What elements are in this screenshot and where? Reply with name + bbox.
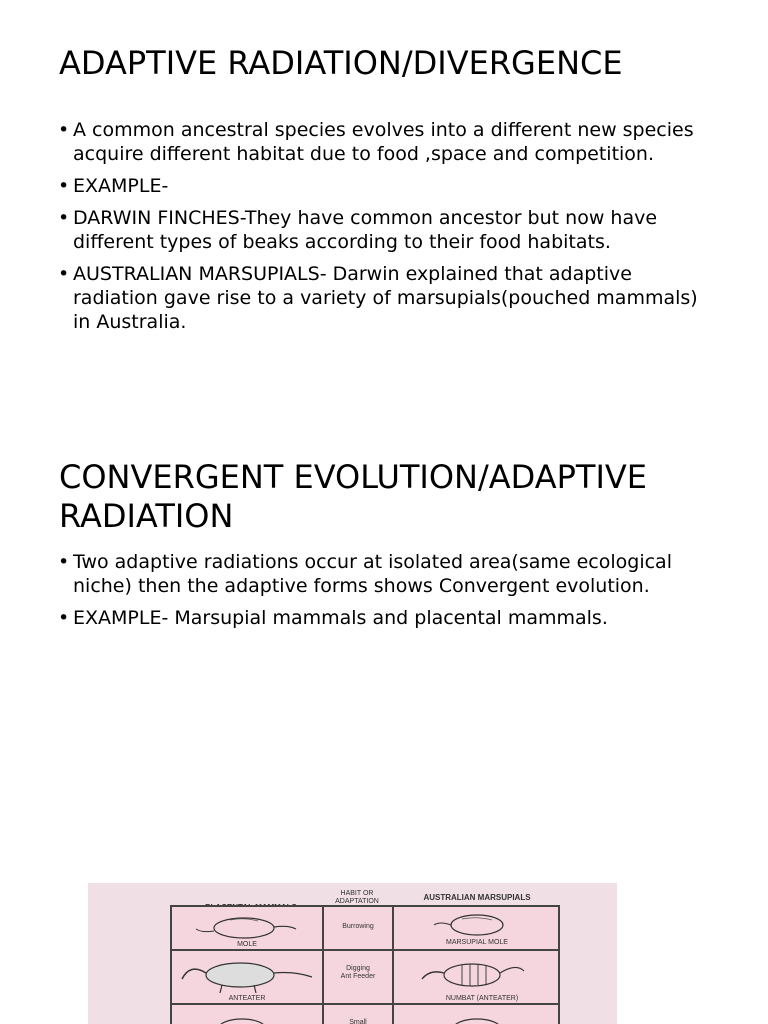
section-title-convergent-evolution: CONVERGENT EVOLUTION/ADAPTIVE RADIATION bbox=[59, 458, 648, 535]
label-anteater: ANTEATER bbox=[228, 995, 266, 1002]
bullet-item: • EXAMPLE- Marsupial mammals and placental mammals. bbox=[58, 606, 718, 630]
label-mole: MOLE bbox=[237, 941, 257, 948]
bullet-item: • A common ancestral species evolves into a different new species acquire different habitat due to food ,space and competition. bbox=[58, 118, 718, 166]
comparison-table bbox=[170, 905, 560, 1024]
small-placental-illustration bbox=[192, 1011, 302, 1024]
bullet-item: • Two adaptive radiations occur at isolated area(same ecological niche) then the adaptive forms shows Convergent evolution. bbox=[58, 550, 718, 598]
bullet-list-adaptive-radiation bbox=[58, 118, 718, 342]
habit-digging: Digging bbox=[346, 965, 370, 972]
header-habit-line1: HABIT OR bbox=[340, 890, 374, 897]
label-marsupial-mole: MARSUPIAL MOLE bbox=[446, 939, 508, 946]
mole-illustration bbox=[192, 913, 302, 941]
small-marsupial-illustration bbox=[422, 1011, 532, 1024]
anteater-illustration bbox=[178, 957, 318, 995]
column-divider bbox=[392, 907, 394, 1024]
bullet-item: • DARWIN FINCHES-They have common ancestor but now have different types of beaks according to their food habitats. bbox=[58, 206, 718, 254]
header-australian-marsupials: AUSTRALIAN MARSUPIALS bbox=[423, 893, 531, 902]
row-divider bbox=[172, 1003, 558, 1005]
bullet-item: • AUSTRALIAN MARSUPIALS- Darwin explained that adaptive radiation gave rise to a variety of marsupials(pouched mammals) in Australia. bbox=[58, 262, 718, 334]
row-divider bbox=[172, 949, 558, 951]
section-title-adaptive-radiation: ADAPTIVE RADIATION/DIVERGENCE bbox=[59, 44, 623, 82]
numbat-illustration bbox=[412, 955, 542, 993]
bullet-list-convergent-evolution bbox=[58, 550, 718, 638]
header-habit-line2: ADAPTATION bbox=[335, 898, 379, 905]
habit-small: Small bbox=[349, 1019, 367, 1024]
comparison-figure bbox=[88, 883, 617, 1024]
habit-ant-feeder: Ant Feeder bbox=[340, 973, 376, 980]
label-numbat: NUMBAT (ANTEATER) bbox=[445, 995, 519, 1002]
marsupial-mole-illustration bbox=[422, 911, 532, 939]
habit-burrowing: Burrowing bbox=[342, 923, 374, 930]
bullet-item: • EXAMPLE- bbox=[58, 174, 718, 198]
